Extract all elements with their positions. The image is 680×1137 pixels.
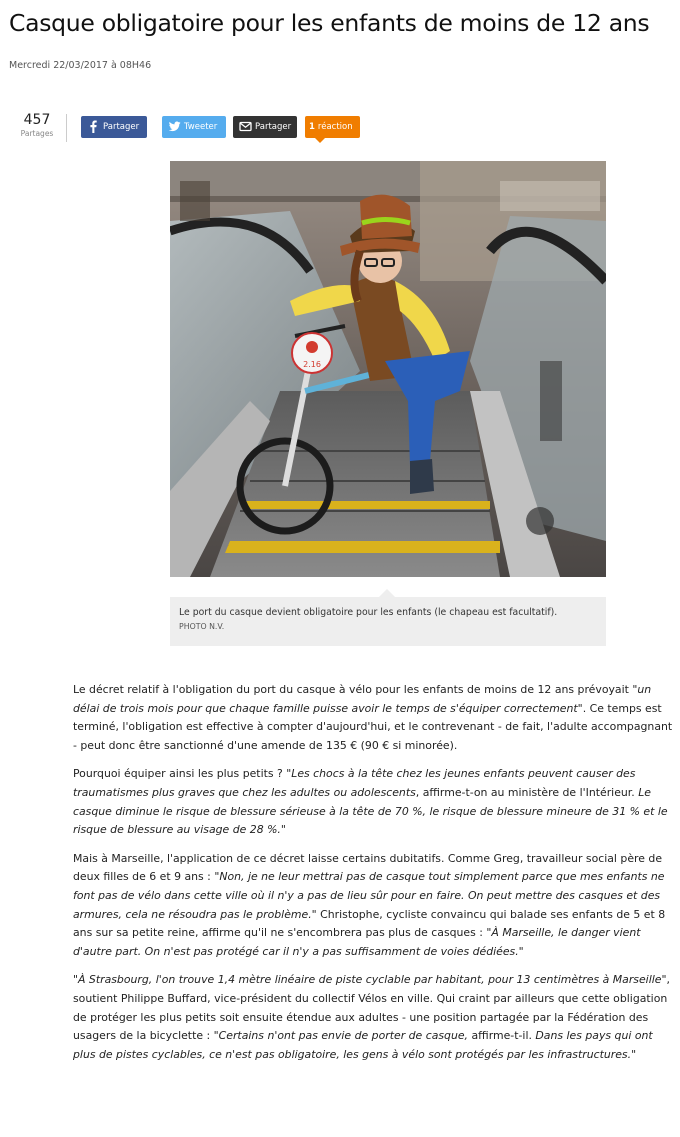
paragraph-3	[73, 850, 675, 962]
share-bar	[0, 112, 680, 146]
text-segment: Le décret relatif à l'obligation du port du casque à vélo pour les enfants de moins de 12 ans prévoyait	[73, 683, 633, 696]
text-segment: Pourquoi équiper ainsi les plus petits ?	[73, 767, 287, 781]
twitter-share-label: Tweeter	[184, 122, 218, 132]
share-count-value: 457	[23, 112, 51, 128]
share-divider	[66, 114, 67, 142]
article-photo	[170, 161, 606, 577]
paragraph-1	[73, 681, 675, 755]
email-share-label: Partager	[255, 122, 292, 132]
article-body	[73, 681, 675, 1074]
envelope-icon	[239, 120, 252, 133]
facebook-share-button[interactable]	[81, 116, 147, 138]
quote-segment: "À Strasbourg, l'on trouve 1,4 mètre linéaire de piste cyclable par habitant, pour 13 centimètres à Marseille"	[73, 973, 667, 987]
quote-segment: "Certains n'ont pas envie de porter de casque,	[213, 1029, 469, 1043]
article-date: Mercredi 22/03/2017 à 08H46	[9, 60, 152, 71]
child-on-bike-escalator-photo	[170, 161, 606, 577]
text-segment: , soutient Philippe Buffard, vice-président du collectif Vélos en ville. Qui craint par ailleurs que cette obligation de protéger les plus petits soit ensuite étendue aux adultes - une position partagée par la Fédération des usagers de la bicyclette :	[73, 973, 670, 1043]
facebook-icon	[87, 120, 100, 133]
quote-segment: "Les chocs à la tête chez les jeunes enfants peuvent causer des traumatismes plus graves que chez les adultes ou adolescents	[73, 767, 636, 799]
article-title: Casque obligatoire pour les enfants de moins de 12 ans	[9, 9, 650, 37]
photo-credit: PHOTO N.V.	[179, 622, 225, 631]
text-segment: Christophe, cycliste convaincu qui balade ses enfants de 5 et 8 ans sur sa petite reine, affirme qu'il ne s'encombrera pas plus de casques :	[73, 907, 666, 940]
text-segment: . Ce temps est terminé, l'obligation est effective à compter d'aujourd'hui, et le contrevenant - de fait, l'adulte accompagnant - peut donc être sanctionné d'une amende de 135 € (90 € si minorée).	[73, 701, 673, 752]
bike-plate-text: 2.16	[303, 360, 321, 369]
paragraph-2	[73, 765, 675, 839]
share-counter	[14, 112, 60, 139]
quote-segment: Le casque diminue le risque de blessure sérieuse à la tête de 70 %, le risque de blessure mineure de 31 % et le risque de blessure au visage de 28 %."	[73, 785, 668, 837]
reactions-label: réaction	[317, 122, 353, 132]
text-segment: affirme-t-il.	[468, 1029, 536, 1043]
twitter-icon	[168, 120, 181, 133]
photo-caption	[170, 597, 606, 646]
paragraph-4	[73, 971, 675, 1064]
quote-segment: "un délai de trois mois pour que chaque famille puisse avoir le temps de s'équiper correctement"	[73, 683, 652, 715]
text-segment: , affirme-t-on au ministère de l'Intérieur.	[415, 785, 639, 799]
caption-text: Le port du casque devient obligatoire pour les enfants (le chapeau est facultatif).	[179, 607, 558, 618]
quote-segment: "Non, je ne leur mettrai pas de casque tout simplement parce que mes enfants ne font pas de vélo dans cette ville où il n'y a pas de lieu sûr pour en faire. On peut mettre des casques et des armures, cela ne résoudra pas le problème."	[73, 870, 665, 921]
reactions-count: 1	[309, 122, 315, 132]
facebook-share-label: Partager	[103, 122, 140, 132]
quote-segment: "À Marseille, le danger vient d'autre part. On n'est pas protégé car il n'y a pas suffisamment de voies dédiées."	[73, 926, 641, 958]
quote-segment: Dans les pays qui ont plus de pistes cyclables, ce n'est pas obligatoire, les gens à vélo sont protégés par les infrastructures."	[73, 1029, 653, 1061]
reactions-button[interactable]	[305, 116, 360, 138]
text-segment: Mais à Marseille, l'application de ce décret laisse certains dubitatifs. Comme Greg, travailleur social père de deux filles de 6 et 9 ans :	[73, 851, 663, 884]
email-share-button[interactable]	[233, 116, 297, 138]
twitter-share-button[interactable]	[162, 116, 226, 138]
share-count-label: Partages	[20, 129, 54, 138]
